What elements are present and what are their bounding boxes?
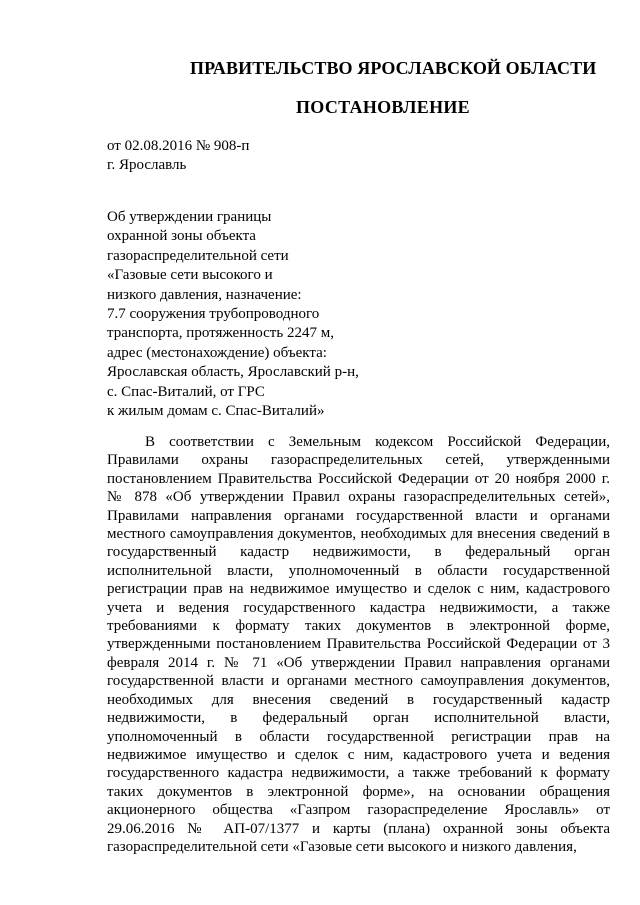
subject-line: Об утверждении границы [107, 209, 272, 225]
body-paragraph: В соответствии с Земельным кодексом Российской Федерации, Правилами охраны газораспределительных сетей, утвержденными постановлением Правительства Российской Федерации от 20 ноября 2000 г. № 878 «Об утверждении Правил охраны газораспределительных сетей», Правилами направления органами государственной власти и органами местного самоуправления документов, необходимых для внесения сведений в государственный кадастр недвижимости, в федеральный орган исполнительной власти, уполномоченный в области государственной регистрации прав на недвижимое имущество и сделок с ним, кадастрового учета и ведения государственного кадастра недвижимости, а также требованиями к формату таких документов в электронной форме, утвержденными постановлением Правительства Российской Федерации от 3 февраля 2014 г. № 71 «Об утверждении Правил направления органами государственной власти и органами местного самоуправления документов, необходимых для внесения сведений в государственный кадастр недвижимости, в федеральный орган исполнительной власти, уполномоченный в области государственной регистрации прав на недвижимое имущество и сделок с ним, кадастрового учета и ведения государственного кадастра недвижимости, а также требований к формату таких документов в электронной форме», на основании обращения акционерного общества «Газпром газораспределение Ярославль» от 29.06.2016 № АП-07/1377 и карты (плана) охранной зоны объекта газораспределительной сети «Газовые сети высокого и низкого давления, [107, 434, 610, 855]
subject-line: транспорта, протяженность 2247 м, [107, 325, 334, 342]
subject-line: газораспределительной сети [107, 247, 289, 264]
subject-line: охранной зоны объекта [107, 228, 256, 245]
document-type-heading: ПОСТАНОВЛЕНИЕ [296, 97, 470, 117]
subject-line: 7.7 сооружения трубопроводного [107, 306, 320, 323]
government-title: ПРАВИТЕЛЬСТВО ЯРОСЛАВСКОЙ ОБЛАСТИ [190, 58, 597, 78]
subject-line: Ярославская область, Ярославский р-н, [107, 364, 359, 381]
city-line: г. Ярославль [107, 157, 187, 173]
subject-line: адрес (местонахождение) объекта: [107, 344, 327, 361]
subject-line: к жилым домам с. Спас-Виталий» [107, 403, 325, 420]
subject-line: «Газовые сети высокого и [107, 267, 273, 284]
subject-line: с. Спас-Виталий, от ГРС [107, 383, 265, 400]
document-meta [107, 137, 249, 175]
subject-line: низкого давления, назначение: [107, 286, 302, 303]
date-number-line: от 02.08.2016 № 908-п [107, 138, 250, 154]
subject-block [107, 208, 359, 421]
